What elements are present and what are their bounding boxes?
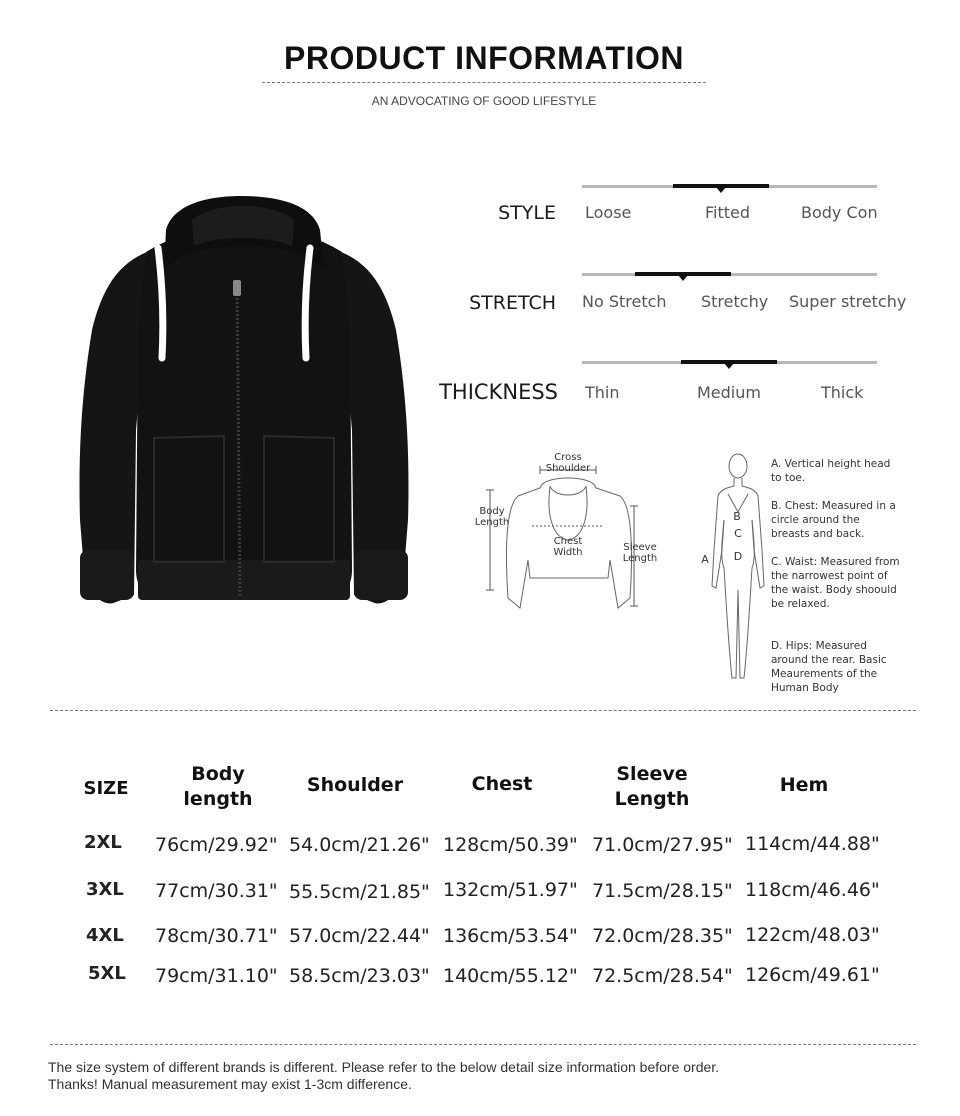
stretch-option-super-stretchy: Super stretchy xyxy=(789,292,907,311)
thickness-marker-icon xyxy=(724,363,734,369)
header-shoulder: Shoulder xyxy=(306,774,404,796)
footer-note-line1: The size system of different brands is different. Please refer to the below detail size information before order. xyxy=(48,1059,720,1075)
header-chest: Chest xyxy=(471,773,533,795)
style-label: STYLE xyxy=(498,202,556,224)
header-body-length: Body length xyxy=(183,763,253,810)
footer-divider xyxy=(50,1044,916,1045)
style-option-body-con: Body Con xyxy=(801,203,878,222)
hem-cell: 118cm/46.46" xyxy=(745,879,880,901)
garment-measurement-diagram xyxy=(470,448,670,618)
thickness-option-medium: Medium xyxy=(697,383,761,402)
sleeve-length-label: Sleeve Length xyxy=(622,542,658,564)
sleeve-length-cell: 72.0cm/28.35" xyxy=(592,925,733,947)
body-length-cell: 76cm/29.92" xyxy=(155,834,278,856)
thickness-label: THICKNESS xyxy=(439,380,558,404)
hem-cell: 126cm/49.61" xyxy=(745,964,880,986)
marker-c: C xyxy=(734,527,742,540)
style-option-loose: Loose xyxy=(585,203,632,222)
hem-cell: 122cm/48.03" xyxy=(745,924,880,946)
marker-d: D xyxy=(733,550,743,563)
header-sleeve-length: Sleeve Length xyxy=(614,763,690,810)
stretch-marker-icon xyxy=(678,275,688,281)
body-note-d: D. Hips: Measured around the rear. Basic Meaurements of the Human Body xyxy=(771,640,887,694)
style-marker-icon xyxy=(716,187,726,193)
body-length-cell: 79cm/31.10" xyxy=(155,965,278,987)
sleeve-length-cell: 72.5cm/28.54" xyxy=(592,965,733,987)
body-note-b: B. Chest: Measured in a circle around the breasts and back. xyxy=(771,500,896,540)
stretch-label: STRETCH xyxy=(469,292,556,314)
stretch-option-stretchy: Stretchy xyxy=(701,292,769,311)
body-note-a: A. Vertical height head to toe. xyxy=(771,458,891,484)
chest-cell: 132cm/51.97" xyxy=(443,879,578,901)
stretch-option-no-stretch: No Stretch xyxy=(582,292,667,311)
chest-cell: 128cm/50.39" xyxy=(443,834,578,856)
thickness-option-thin: Thin xyxy=(585,383,620,402)
marker-a: A xyxy=(701,553,709,566)
shoulder-cell: 55.5cm/21.85" xyxy=(289,881,430,903)
size-cell: 4XL xyxy=(86,925,124,946)
marker-b: B xyxy=(733,510,741,523)
page-title: PRODUCT INFORMATION xyxy=(284,40,684,76)
chest-cell: 136cm/53.54" xyxy=(443,925,578,947)
sleeve-length-cell: 71.5cm/28.15" xyxy=(592,880,733,902)
sleeve-length-cell: 71.0cm/27.95" xyxy=(592,834,733,856)
body-measurement-diagram xyxy=(696,450,776,685)
style-scale-track xyxy=(582,185,877,188)
stretch-scale-track xyxy=(582,273,877,276)
body-length-label: Body Length xyxy=(474,506,510,528)
body-note-c: C. Waist: Measured from the narrowest point of the waist. Body shoould be relaxed. xyxy=(771,556,900,610)
cross-shoulder-label: Cross Shoulder xyxy=(545,452,591,474)
title-divider xyxy=(262,82,706,83)
chest-width-label: Chest Width xyxy=(553,536,583,558)
size-cell: 2XL xyxy=(84,832,122,853)
section-divider xyxy=(50,710,916,711)
shoulder-cell: 57.0cm/22.44" xyxy=(289,925,430,947)
size-cell: 5XL xyxy=(88,963,126,984)
header-size: SIZE xyxy=(83,778,129,799)
chest-cell: 140cm/55.12" xyxy=(443,965,578,987)
human-body-icon xyxy=(696,450,776,685)
hem-cell: 114cm/44.88" xyxy=(745,833,880,855)
size-cell: 3XL xyxy=(86,879,124,900)
shoulder-cell: 54.0cm/21.26" xyxy=(289,834,430,856)
footer-note-line2: Thanks! Manual measurement may exist 1-3cm difference. xyxy=(48,1076,412,1092)
thickness-option-thick: Thick xyxy=(821,383,864,402)
product-image xyxy=(74,190,414,620)
style-option-fitted: Fitted xyxy=(705,203,751,222)
body-length-cell: 78cm/30.71" xyxy=(155,925,278,947)
header-hem: Hem xyxy=(779,774,829,796)
thickness-scale-track xyxy=(582,361,877,364)
shoulder-cell: 58.5cm/23.03" xyxy=(289,965,430,987)
body-length-cell: 77cm/30.31" xyxy=(155,880,278,902)
page-subtitle: AN ADVOCATING OF GOOD LIFESTYLE xyxy=(371,94,597,108)
